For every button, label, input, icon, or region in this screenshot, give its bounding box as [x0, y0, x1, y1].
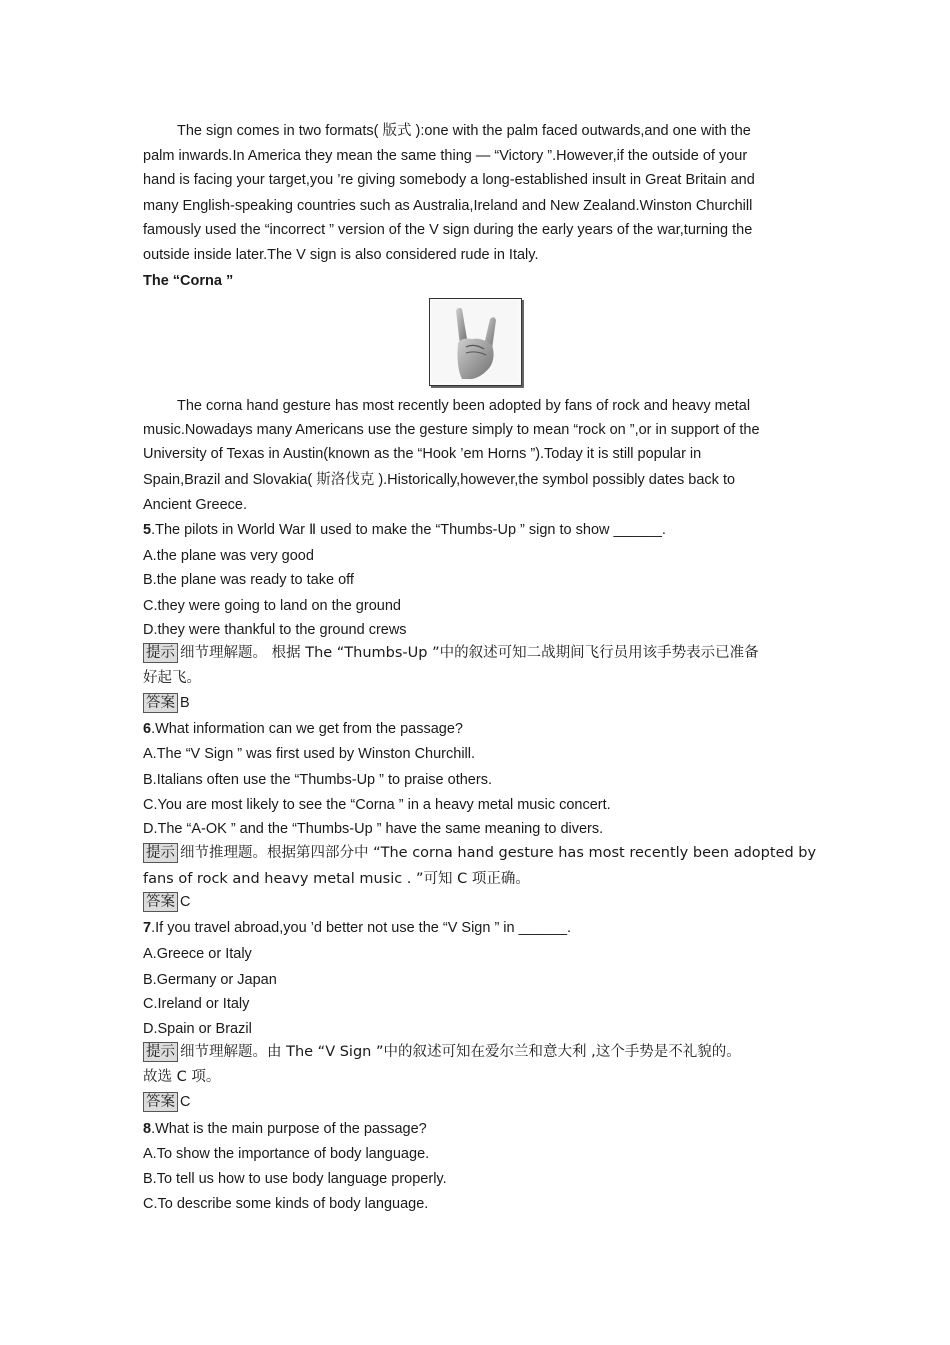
- answer-line: [143, 1092, 190, 1112]
- answer-value: C: [180, 1094, 191, 1110]
- option: A.Greece or Italy: [143, 946, 252, 962]
- option: C.Ireland or Italy: [143, 996, 250, 1012]
- hint-line: [143, 643, 759, 663]
- hint-text: 细节理解题。由 The “V Sign ”中的叙述可知在爱尔兰和意大利 ,这个手势是不礼貌的。: [180, 1044, 741, 1060]
- question-number: 8: [143, 1121, 152, 1137]
- option: D.The “A-OK ” and the “Thumbs-Up ” have the same meaning to divers.: [143, 821, 604, 837]
- option: C.they were going to land on the ground: [143, 598, 401, 614]
- hint-label: 提示: [143, 1042, 178, 1062]
- answer-label: 答案: [143, 892, 178, 912]
- option: A.To show the importance of body language.: [143, 1146, 430, 1162]
- answer-line: [143, 693, 190, 713]
- question-text: .The pilots in World War Ⅱ used to make the “Thumbs-Up ” sign to show ______.: [151, 522, 666, 538]
- intro-line: outside inside later.The V sign is also considered rude in Italy.: [143, 247, 539, 263]
- intro-line: famously used the “incorrect ” version of the V sign during the early years of the war,turning the: [143, 222, 753, 238]
- answer-label: 答案: [143, 1092, 178, 1112]
- intro-line: palm inwards.In America they mean the same thing — “Victory ”.However,if the outside of your: [143, 148, 748, 164]
- option: A.the plane was very good: [143, 548, 314, 564]
- hint-label: 提示: [143, 843, 178, 863]
- hint-label: 提示: [143, 643, 178, 663]
- intro-line: The sign comes in two formats( 版式 ):one with the palm faced outwards,and one with the: [177, 123, 751, 139]
- hint-line: fans of rock and heavy metal music . ”可知 C 项正确。: [143, 871, 530, 887]
- answer-label: 答案: [143, 693, 178, 713]
- option: A.The “V Sign ” was first used by Winston Churchill.: [143, 746, 476, 762]
- hint-text: 细节理解题。 根据 The “Thumbs-Up ”中的叙述可知二战期间飞行员用该手势表示已准备: [180, 645, 759, 661]
- hint-line: [143, 843, 816, 863]
- question-stem: [143, 918, 571, 938]
- option: B.the plane was ready to take off: [143, 572, 354, 588]
- corna-line: Ancient Greece.: [143, 497, 247, 513]
- question-text: .What is the main purpose of the passage?: [151, 1121, 427, 1137]
- hint-line: 好起飞。: [143, 670, 201, 686]
- question-number: 6: [143, 721, 152, 737]
- intro-line: many English-speaking countries such as Australia,Ireland and New Zealand.Winston Churchill: [143, 198, 753, 214]
- hint-line: 故选 C 项。: [143, 1069, 221, 1085]
- option: D.they were thankful to the ground crews: [143, 622, 407, 638]
- question-number: 7: [143, 920, 152, 936]
- corna-hand-icon: [432, 301, 518, 381]
- question-stem: [143, 1119, 427, 1139]
- question-text: .If you travel abroad,you ’d better not use the “V Sign ” in ______.: [151, 920, 572, 936]
- option: D.Spain or Brazil: [143, 1021, 252, 1037]
- question-number: 5: [143, 522, 152, 538]
- corna-line: Spain,Brazil and Slovakia( 斯洛伐克 ).Historically,however,the symbol possibly dates back to: [143, 472, 736, 488]
- corna-line: University of Texas in Austin(known as the “Hook ’em Horns ”).Today it is still popular in: [143, 446, 702, 462]
- hint-line: [143, 1042, 741, 1062]
- corna-line: The corna hand gesture has most recently been adopted by fans of rock and heavy metal: [177, 398, 751, 414]
- option: B.To tell us how to use body language properly.: [143, 1171, 447, 1187]
- question-text: .What information can we get from the passage?: [151, 721, 463, 737]
- corna-figure: [429, 298, 522, 386]
- question-stem: [143, 520, 666, 540]
- answer-value: B: [180, 695, 190, 711]
- option: C.To describe some kinds of body language.: [143, 1196, 429, 1212]
- option: B.Italians often use the “Thumbs-Up ” to praise others.: [143, 772, 492, 788]
- corna-line: music.Nowadays many Americans use the gesture simply to mean “rock on ”,or in support of the: [143, 422, 760, 438]
- question-stem: [143, 719, 463, 739]
- option: B.Germany or Japan: [143, 972, 277, 988]
- intro-line: hand is facing your target,you ’re giving somebody a long-established insult in Great Britain and: [143, 172, 755, 188]
- section-heading: The “Corna ”: [143, 273, 234, 289]
- option: C.You are most likely to see the “Corna ” in a heavy metal music concert.: [143, 797, 611, 813]
- answer-line: [143, 892, 190, 912]
- answer-value: C: [180, 894, 191, 910]
- hint-text: 细节推理题。根据第四部分中 “The corna hand gesture has most recently been adopted by: [180, 845, 817, 861]
